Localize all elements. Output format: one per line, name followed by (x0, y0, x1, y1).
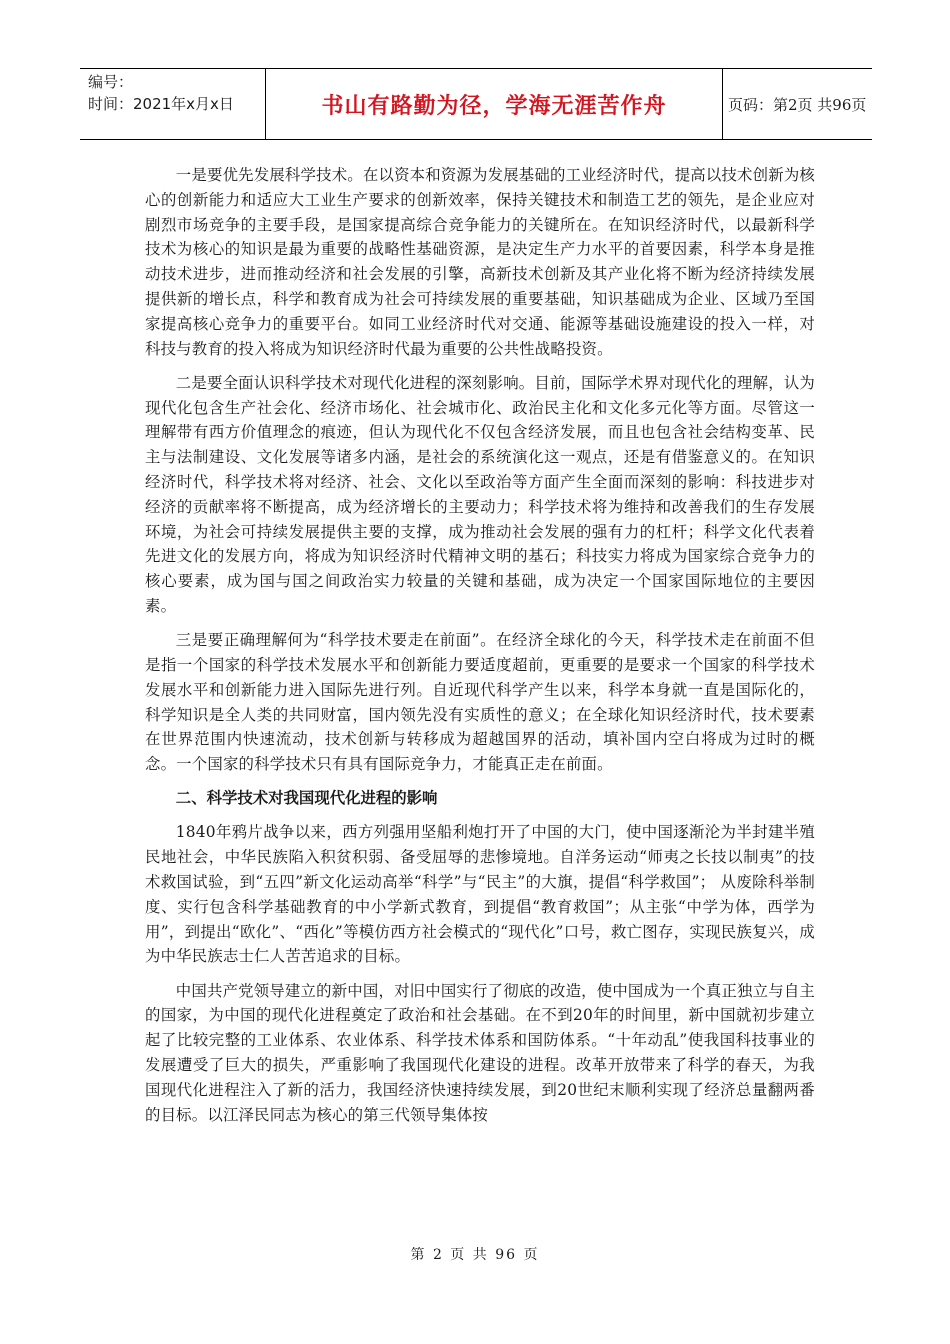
section-heading: 二、科学技术对我国现代化进程的影响 (175, 789, 438, 808)
paragraph: 二是要全面认识科学技术对现代化进程的深刻影响。目前，国际学术界对现代化的理解，认为现代化包含生产社会化、经济市场化、社会城市化、政治民主化和文化多元化等方面。尽管这一理解带有西方价值理念的痕迹，但认为现代化不仅包含经济发展，而且也包含社会结构变革、民主与法制建设、文化发展等诸多内涵，是社会的系统演化这一观点，还是有借鉴意义的。在知识经济时代，科学技术将对经济、社会、文化以至政治等方面产生全面而深刻的影响：科技进步对经济的贡献率将不断提高，成为经济增长的主要动力；科学技术将为维持和改善我们的生存发展环境，为社会可持续发展提供主要的支撑，成为推动社会发展的强有力的杠杆；科学文化代表着先进文化的发展方向，将成为知识经济时代精神文明的基石；科技实力将成为国家综合竞争力的核心要素，成为国与国之间政治实力较量的关键和基础，成为决定一个国家国际地位的主要因素。 (145, 373, 816, 615)
document-body (145, 163, 815, 1127)
page-footer: 第 2 页 共 96 页 (410, 1247, 540, 1263)
page-header (80, 68, 872, 140)
header-meta (88, 71, 288, 115)
document-number-label: 编号： (88, 73, 134, 91)
paragraph: 1840年鸦片战争以来，西方列强用坚船利炮打开了中国的大门，使中国逐渐沦为半封建半殖民地社会，中华民族陷入积贫积弱、备受屈辱的悲惨境地。自洋务运动“师夷之长技以制夷”的技术救国试验，到“五四”新文化运动高举“科学”与“民主”的大旗，提倡“科学救国”； 从废除科举制度、实行包含科学基础教育的中小学新式教育，到提倡“教育救国”；从主张“中学为体，西学为用”，到提出“欧化”、“西化”等模仿西方社会模式的“现代化”口号，救亡图存，实现民族复兴，成为中华民族志士仁人苦苦追求的目标。 (145, 823, 815, 966)
paragraph: 三是要正确理解何为“科学技术要走在前面”。在经济全球化的今天，科学技术走在前面不但是指一个国家的科学技术发展水平和创新能力要适度超前，更重要的是要求一个国家的科学技术发展水平和创新能力进入国际先进行列。自近现代科学产生以来，科学本身就一直是国际化的，科学知识是全人类的共同财富，国内领先没有实质性的意义；在全球化知识经济时代，技术要素在世界范围内快速流动，技术创新与转移成为超越国界的活动，填补国内空白将成为过时的概念。一个国家的科学技术只有具有国际竞争力，才能真正走在前面。 (145, 631, 815, 774)
header-page-indicator: 页码：第2页 共96页 (728, 95, 867, 114)
document-time-label: 时间：2021年x月x日 (88, 95, 234, 113)
header-divider (722, 69, 723, 139)
header-motto: 书山有路勤为径，学海无涯苦作舟 (321, 93, 667, 119)
paragraph: 中国共产党领导建立的新中国，对旧中国实行了彻底的改造，使中国成为一个真正独立与自主的国家，为中国的现代化进程奠定了政治和社会基础。在不到20年的时间里，新中国就初步建立起了比较完整的工业体系、农业体系、科学技术体系和国防体系。“十年动乱”使我国科技事业的发展遭受了巨大的损失，严重影响了我国现代化建设的进程。改革开放带来了科学的春天，为我国现代化进程注入了新的活力，我国经济快速持续发展，到20世纪末顺利实现了经济总量翻两番的目标。以江泽民同志为核心的第三代领导集体按 (145, 981, 816, 1124)
paragraph: 一是要优先发展科学技术。在以资本和资源为发展基础的工业经济时代，提高以技术创新为核心的创新能力和适应大工业生产要求的创新效率，保持关键技术和制造工艺的领先，是企业应对剧烈市场竞争的主要手段，是国家提高综合竞争能力的关键所在。在知识经济时代，以最新科学技术为核心的知识是最为重要的战略性基础资源，是决定生产力水平的首要因素，科学本身是推动技术进步，进而推动经济和社会发展的引擎，高新技术创新及其产业化将不断为经济持续发展提供新的增长点，科学和教育成为社会可持续发展的重要基础，知识基础成为企业、区域乃至国家提高核心竞争力的重要平台。如同工业经济时代对交通、能源等基础设施建设的投入一样，对科技与教育的投入将成为知识经济时代最为重要的公共性战略投资。 (145, 166, 816, 358)
